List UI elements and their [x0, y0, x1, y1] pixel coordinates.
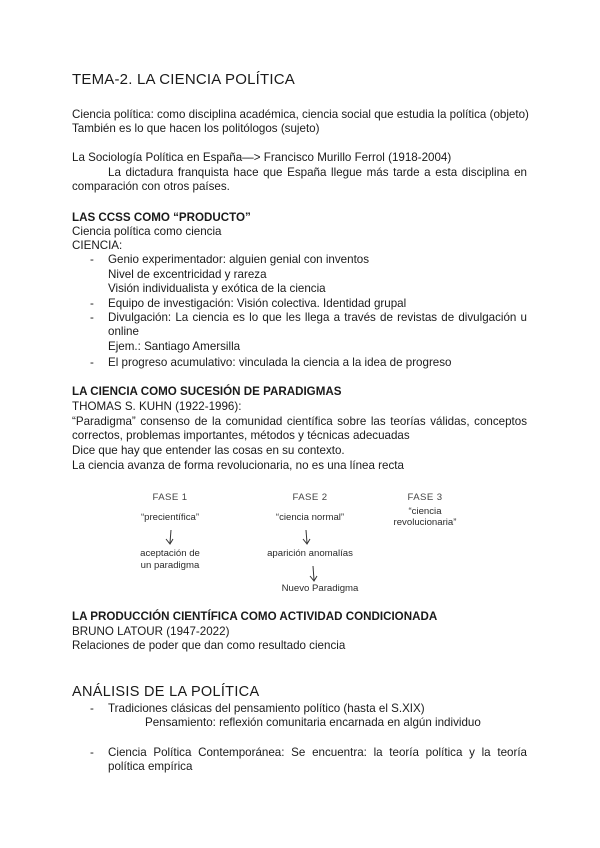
kuhn-author: THOMAS S. KUHN (1922-1996): — [72, 400, 242, 413]
bullet-dash: - — [90, 311, 94, 324]
bullet-tradiciones: Tradiciones clásicas del pensamiento político (hasta el S.XIX) — [108, 702, 425, 715]
bullet-progreso: El progreso acumulativo: vinculada la ciencia a la idea de progreso — [108, 356, 452, 369]
sociology-paragraph: La dictadura franquista hace que España llegue más tarde a esta disciplina en comparación con otros países. — [72, 166, 527, 193]
phase-2-label: FASE 2 — [292, 492, 328, 503]
paradigm-line-2: La ciencia avanza de forma revolucionaria, no es una línea recta — [72, 459, 404, 472]
section-heading-analysis: ANÁLISIS DE LA POLÍTICA — [72, 684, 260, 700]
bullet-genio-line-2: Nivel de excentricidad y rareza — [108, 268, 267, 281]
phase-1-name: “precientífica” — [140, 512, 200, 523]
sociology-line: La Sociología Política en España—> Francisco Murillo Ferrol (1918-2004) — [72, 151, 452, 164]
phase-2-result-2: Nuevo Paradigma — [281, 583, 359, 594]
bullet-genio-line-1: Genio experimentador: alguien genial con inventos — [108, 253, 370, 266]
arrow-phase-2 — [306, 530, 307, 543]
bullet-dash: - — [90, 297, 94, 310]
arrow-paradigm — [313, 566, 314, 580]
bullet-equipo: Equipo de investigación: Visión colectiva. Identidad grupal — [108, 297, 407, 310]
bullet-dash: - — [90, 356, 94, 369]
intro-line-2: También es lo que hacen los politólogos (sujeto) — [72, 122, 320, 135]
product-line-1: Ciencia política como ciencia — [72, 225, 222, 238]
bullet-contemporanea: Ciencia Política Contemporánea: Se encuentra: la teoría política y la teoría política empírica — [108, 746, 527, 773]
latour-line: Relaciones de poder que dan como resultado ciencia — [72, 639, 346, 652]
phase-1-result-line-1: aceptación de — [140, 548, 200, 559]
bullet-genio-line-3: Visión individualista y exótica de la ciencia — [108, 282, 326, 295]
page-title: TEMA-2. LA CIENCIA POLÍTICA — [72, 71, 295, 88]
arrow-phase-1 — [170, 530, 171, 543]
phase-1-result-line-2: un paradigma — [140, 560, 200, 571]
phase-3-name-line-2: revolucionaria” — [393, 517, 457, 528]
section-heading-paradigms: LA CIENCIA COMO SUCESIÓN DE PARADIGMAS — [72, 385, 342, 398]
bullet-dash: - — [90, 253, 94, 266]
intro-line-1: Ciencia política: como disciplina académica, ciencia social que estudia la política (objeto) — [72, 108, 529, 121]
phase-2-result: aparición anomalías — [267, 548, 353, 559]
bullet-divulgacion-example: Ejem.: Santiago Amersilla — [108, 340, 241, 353]
paradigm-line-1: Dice que hay que entender las cosas en su contexto. — [72, 444, 345, 457]
bullet-dash: - — [90, 702, 94, 715]
section-heading-latour: LA PRODUCCIÓN CIENTÍFICA COMO ACTIVIDAD CONDICIONADA — [72, 610, 438, 623]
bullet-divulgacion: Divulgación: La ciencia es lo que les llega a través de revistas de divulgación u online — [108, 311, 527, 338]
section-heading-product: LAS CCSS COMO “PRODUCTO” — [72, 211, 251, 224]
arrow-head-phase-1 — [166, 539, 173, 544]
latour-author: BRUNO LATOUR (1947-2022) — [72, 625, 230, 638]
paradigm-paragraph: “Paradigma” consenso de la comunidad científica sobre las teorías válidas, conceptos correctos, problemas importantes, métodos y técnicas adecuadas — [72, 415, 527, 442]
phase-3-name-line-1: “ciencia — [408, 506, 442, 517]
phase-3-label: FASE 3 — [407, 492, 443, 503]
product-line-2: CIENCIA: — [72, 239, 123, 252]
phase-2-name: “ciencia normal” — [275, 512, 345, 523]
bullet-tradiciones-sub: Pensamiento: reflexión comunitaria encarnada en algún individuo — [145, 716, 481, 729]
phase-1-label: FASE 1 — [152, 492, 188, 503]
bullet-dash: - — [90, 746, 94, 759]
